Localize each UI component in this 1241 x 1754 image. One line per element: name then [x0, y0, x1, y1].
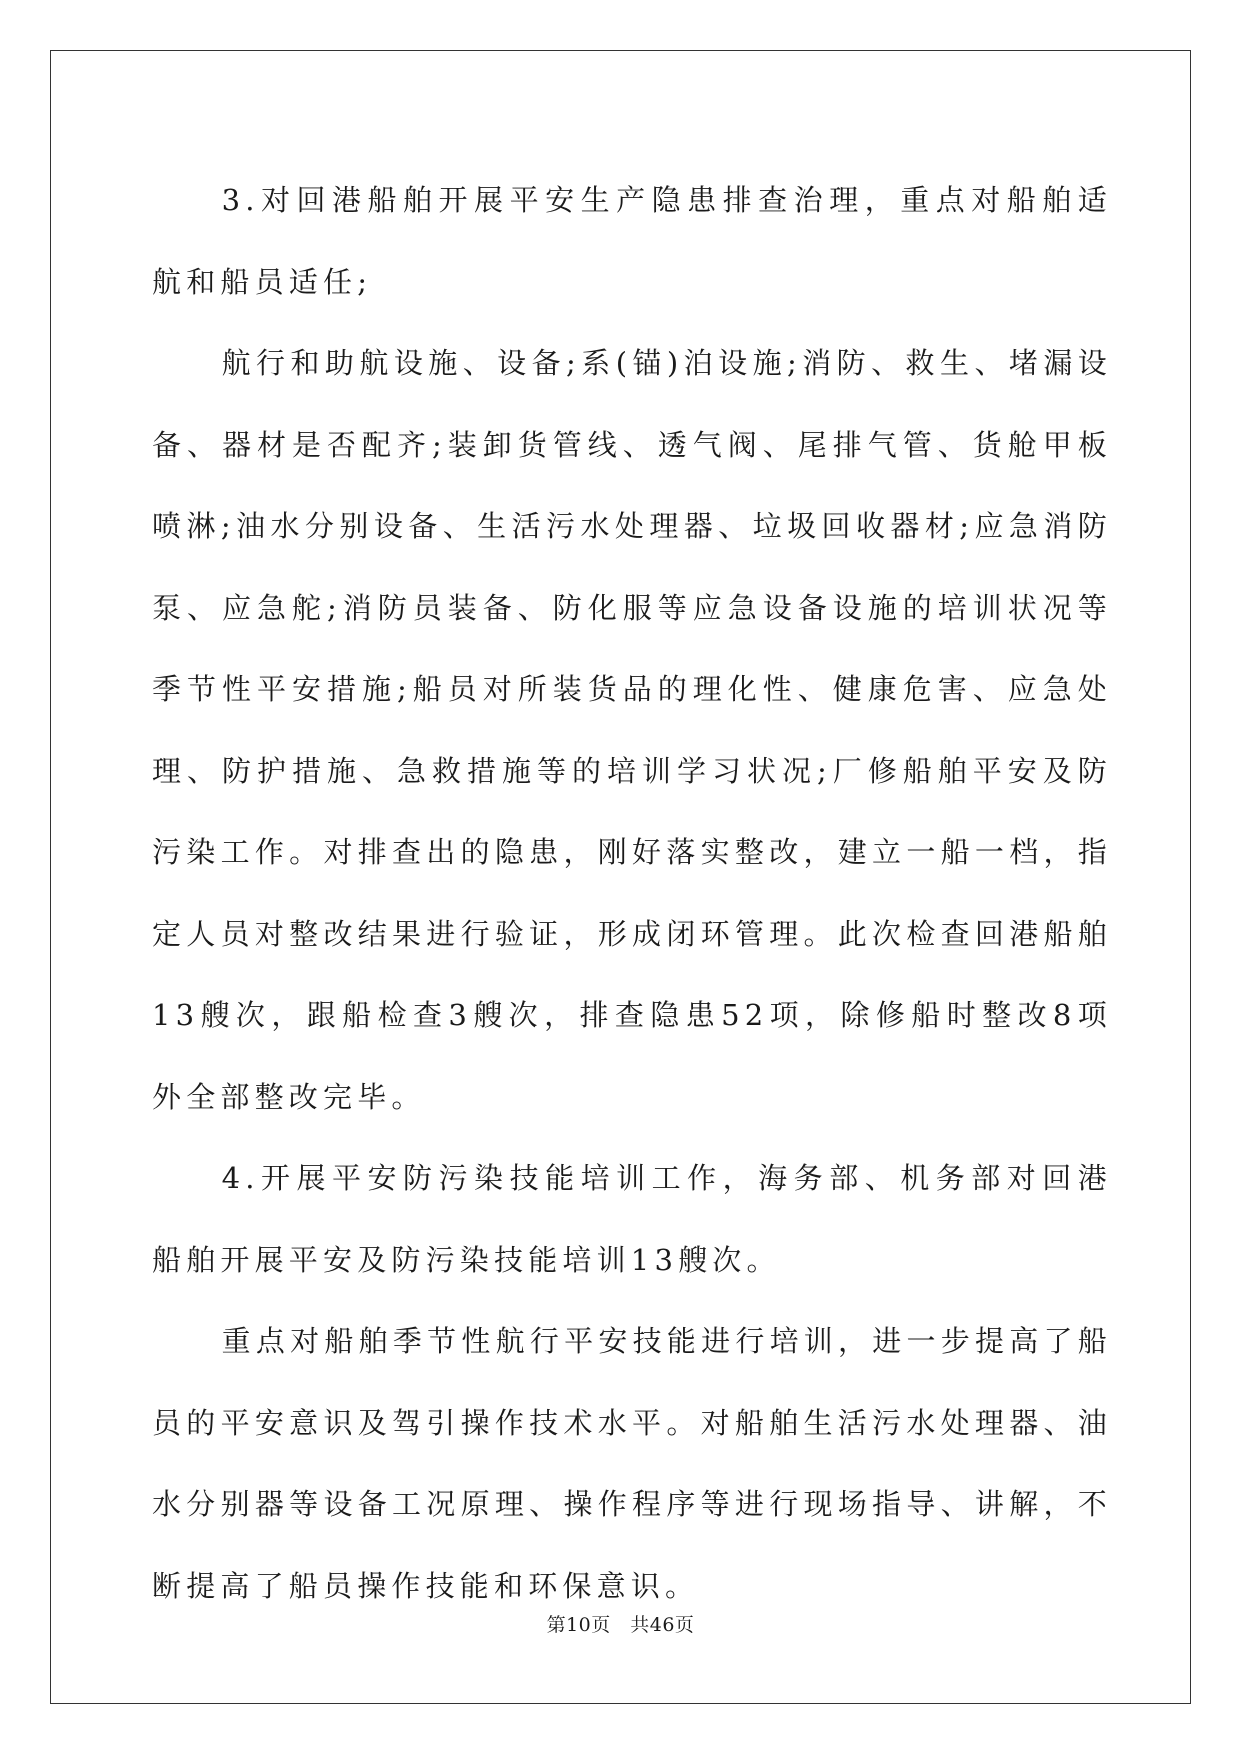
- page-number: 第10页 共46页: [546, 1614, 695, 1636]
- paragraph-1: 3.对回港船舶开展平安生产隐患排查治理，重点对船舶适航和船员适任;: [152, 183, 1112, 299]
- paragraph-2: 航行和助航设施、设备;系(锚)泊设施;消防、救生、堵漏设备、器材是否配齐;装卸货管线、透气阀、尾排气管、货舱甲板喷淋;油水分别设备、生活污水处理器、垃圾回收器材;应急消防泵、应急舵;消防员装备、防化服等应急设备设施的培训状况等季节性平安措施;船员对所装货品的理化性、健康危害、应急处理、防护措施、急救措施等的培训学习状况;厂修船舶平安及防污染工作。对排查出的隐患，刚好落实整改，建立一船一档，指定人员对整改结果进行验证，形成闭环管理。此次检查回港船舶13艘次，跟船检查3艘次，排查隐患52项，除修船时整改8项外全部整改完毕。: [152, 346, 1112, 1114]
- paragraph-3: 4.开展平安防污染技能培训工作，海务部、机务部对回港船舶开展平安及防污染技能培训13艘次。: [152, 1161, 1112, 1277]
- paragraph-4: 重点对船舶季节性航行平安技能进行培训，进一步提高了船员的平安意识及驾引操作技术水平。对船舶生活污水处理器、油水分别器等设备工况原理、操作程序等进行现场指导、讲解，不断提高了船员操作技能和环保意识。: [152, 1324, 1112, 1603]
- document-body: [152, 160, 1112, 1627]
- page-footer: [0, 1613, 1241, 1637]
